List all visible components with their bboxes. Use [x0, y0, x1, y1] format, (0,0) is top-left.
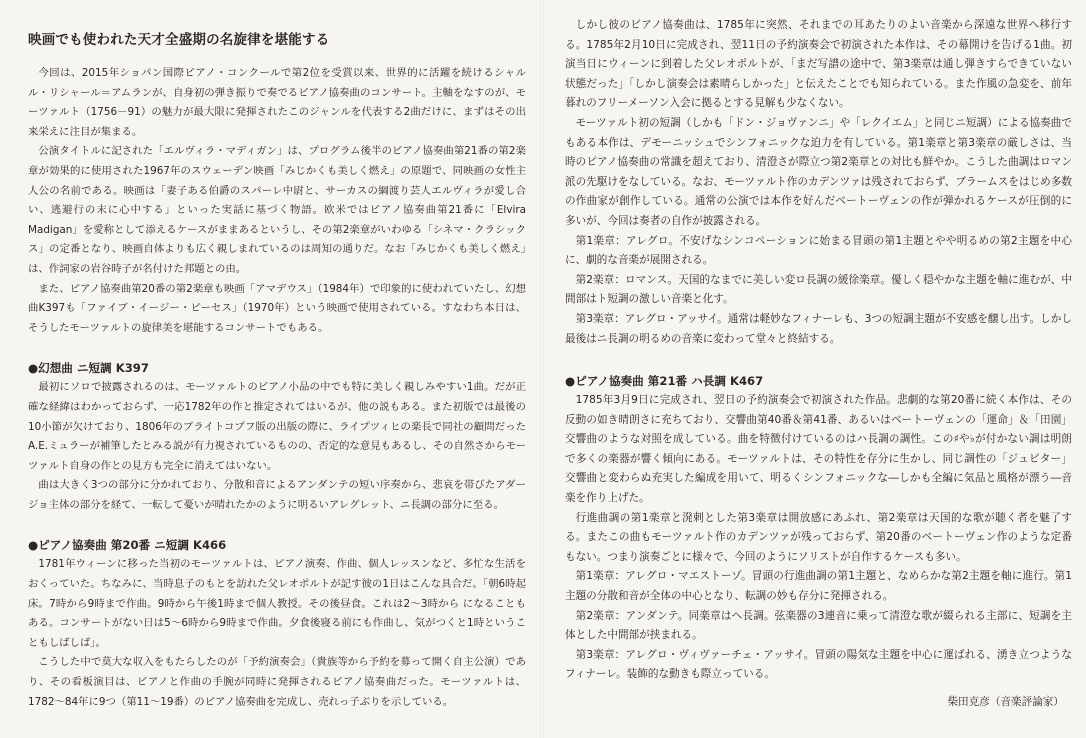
body-paragraph: モーツァルト初の短調（しかも「ドン・ジョヴァンニ」や「レクイエム」と同じニ短調）による協奏曲でもある本作は、デモーニッシュでシンフォニックな迫力を有している。第1楽章と第3楽章の厳しさは、当時のピアノ協奏曲の常識を超えており、清澄さが際立つ第2楽章との対比も鮮やか。こうした曲調はロマン派の先駆けをなしている。なお、モーツァルト作のカデンツァは残されておらず、ブラームスをはじめ多数の作曲家が創作している。通常の公演では本作を好んだベートーヴェンの作が弾かれるケースが圧倒的に多いが、今回は奏者の自作が披露される。 [565, 116, 1072, 227]
movement-paragraph: 第1楽章：アレグロ。不安げなシンコペーションに始まる冒頭の第1主題とやや明るめの第2主題を中心に、劇的な音楽が展開される。 [565, 234, 1072, 267]
body-paragraph: こうした中で莫大な収入をもたらしたのが「予約演奏会」（貴族等から予約を募って開く自主公演）であり、その看板演目は、ピアノと作曲の手腕が同時に発揮されるピアノ協奏曲だった。モーツァルトは、1782～84年に9つ（第11～19番）のピアノ協奏曲を完成し、売れっ子ぶりを示している。 [28, 656, 526, 708]
movement-paragraph: 第3楽章：アレグロ・アッサイ。通常は軽妙なフィナーレも、3つの短調主題が不安感を醸し出す。しかし最後はニ長調の明るめの音楽に変わって堂々と終結する。 [565, 312, 1072, 345]
article-title: 映画でも使われた天才全盛期の名旋律を堪能する [28, 32, 330, 48]
left-page [0, 0, 540, 738]
body-paragraph: 最初にソロで披露されるのは、モーツァルトのピアノ小品の中でも特に美しく親しみやすい1曲。だが正確な経緯はわかっておらず、一応1782年の作と推定されてはいるが、他の説もある。また初版では最後の10小節が欠けており、1806年のブライトコプフ版の出版の際に、ライプツィヒの楽長で同社の顧問だったA.E.ミュラーが補筆したとみる説が有力視されているものの、否定的な意見もあるし、その自然さからモーツァルト自身の作との見方も完全に消えてはいない。 [28, 381, 526, 472]
movement-paragraph: 第2楽章：アンダンテ。同楽章はヘ長調。弦楽器の3連音に乗って清澄な歌が綴られる主部に、短調を主体とした中間部が挟まれる。 [565, 609, 1072, 642]
movement-paragraph: 第1楽章：アレグロ・マエストーゾ。冒頭の行進曲調の第1主題と、なめらかな第2主題を軸に進行。第1主題の分散和音が全体の中心となり、転調の妙も存分に発揮される。 [565, 570, 1072, 603]
intro-paragraph: 公演タイトルに記された「エルヴィラ・マディガン」は、プログラム後半のピアノ協奏曲第21番の第2楽章が効果的に使用された1967年のスウェーデン映画「みじかくも美しく燃え」の原題で、同映画の女性主人公の名前である。映画は「妻子ある伯爵のスパーレ中尉と、サーカスの綱渡り芸人エルヴィラが愛し合い、逃避行の末に心中する」といった実話に基づく物語。欧米ではピアノ協奏曲第21番に「Elvira Madigan」を愛称として添えるケースがままあるというし、その第2楽章がいわゆる「シネマ・クラシックス」の定番となり、映画自体よりも広く親しまれているのは周知の通りだ。なお「みじかくも美しく燃え」は、作詞家の岩谷時子が名付けた邦題との由。 [28, 145, 526, 275]
right-page [543, 0, 1086, 738]
intro-paragraph: また、ピアノ協奏曲第20番の第2楽章も映画「アマデウス」（1984年）で印象的に使われていたし、幻想曲K397も「ファイブ・イージー・ピーセス」（1970年）という映画で使用されている。すなわち本日は、そうしたモーツァルトの旋律美を堪能するコンサートでもある。 [28, 282, 526, 334]
movement-paragraph: 第3楽章：アレグロ・ヴィヴァーチェ・アッサイ。冒頭の陽気な主題を中心に運ばれる、湧き立つようなフィナーレ。装飾的な動きも際立っている。 [565, 648, 1072, 681]
intro-paragraph: 今回は、2015年ショパン国際ピアノ・コンクールで第2位を受賞以来、世界的に活躍を続けるシャルル・リシャール＝アムランが、自身初の弾き振りで奏でるピアノ協奏曲のコンサート。主軸をなすのが、モーツァルト（1756－91）の魅力が最大限に発揮されたこのジャンルを代表する2曲だけに、まずはその出来栄えに注目が集まる。 [28, 67, 526, 138]
section-heading-k467: ●ピアノ協奏曲 第21番 ハ長調 K467 [565, 374, 764, 389]
section-heading-k466: ●ピアノ協奏曲 第20番 ニ短調 K466 [28, 538, 227, 553]
section-heading-k397: ●幻想曲 ニ短調 K397 [28, 361, 149, 376]
body-paragraph: 1781年ウィーンに移った当初のモーツァルトは、ピアノ演奏、作曲、個人レッスンなど、多忙な生活をおくっていた。ちなみに、当時息子のもとを訪れた父レオポルトが記す彼の1日はこんな具合だ。「朝6時起床。7時から9時まで作曲。9時から午後1時まで個人教授。その後昼食。これは2～3時から になることもある。コンサートがない日は5～6時から9時まで作曲。夕食後寝る前にも作曲し、気がつくと1時ということもしばしば」。 [28, 558, 526, 649]
body-paragraph: 行進曲調の第1楽章と溌剌とした第3楽章は開放感にあふれ、第2楽章は天国的な歌が聴く者を魅了する。またこの曲もモーツァルト作のカデンツァが残っておらず、第20番のベートーヴェン作のような定番もない。つまり演奏ごとに様々で、今回のようにソリストが自作するケースも多い。 [565, 511, 1072, 563]
body-paragraph: 1785年3月9日に完成され、翌日の予約演奏会で初演された作品。悲劇的な第20番に続く本作は、その反動の如き晴朗さに充ちており、交響曲第40番＆第41番、あるいはベートーヴェンの「運命」＆「田園」交響曲のような対照を成している。曲を特徴付けているのはハ長調の調性。この♯や♭が付かない調は明朗で多くの楽器が響く傾向にある。モーツァルトは、その特性を存分に生かし、同じ調性の「ジュピター」交響曲と変わらぬ充実した編成を用いて、明るくシンフォニックな―しかも全編に気品と風格が漂う―音楽を作り上げた。 [565, 394, 1072, 505]
movement-paragraph: 第2楽章：ロマンス。天国的なまでに美しい変ロ長調の緩徐楽章。優しく穏やかな主題を軸に進むが、中間部はト短調の激しい音楽と化す。 [565, 273, 1072, 306]
author-signature: 柴田克彦（音楽評論家） [947, 696, 1064, 708]
body-paragraph: しかし彼のピアノ協奏曲は、1785年に突然、それまでの耳あたりのよい音楽から深遠な世界へ移行する。1785年2月10日に完成され、翌11日の予約演奏会で初演された本作は、その幕開けを告げる1曲。初演当日にウィーンに到着した父レオポルトが、「まだ写譜の途中で、第3楽章は通し弾きすらできていない状態だった」「しかし演奏会は素晴らしかった」と伝えたことでも知られている。また作風の急変を、前年暮れのフリーメーソン入会に拠るとする見解も少なくない。 [565, 19, 1072, 110]
body-paragraph: 曲は大きく3つの部分に分かれており、分散和音によるアンダンテの短い序奏から、悲哀を帯びたアダージョ主体の部分を経て、一転して憂いが晴れたかのように明るいアレグレット、ニ長調の部分に至る。 [28, 479, 526, 511]
